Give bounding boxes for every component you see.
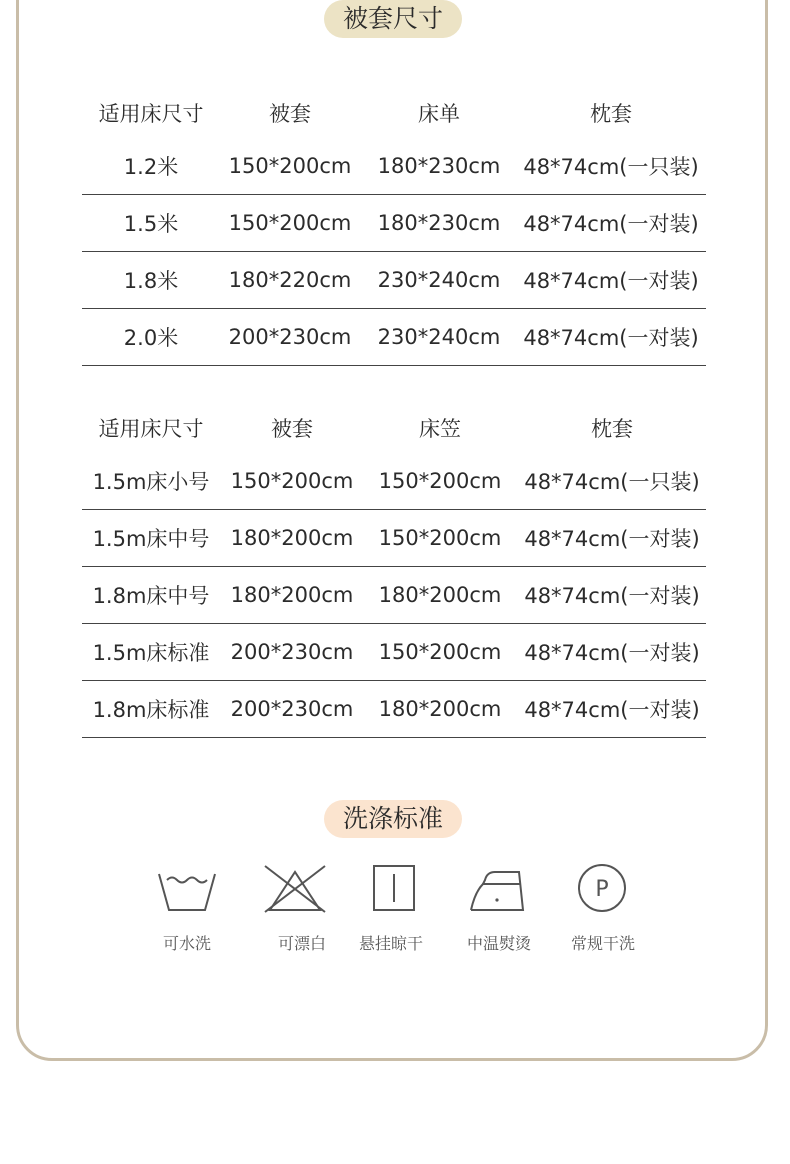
no-bleach-icon <box>245 862 345 914</box>
table-cell: 48*74cm(一对装) <box>524 584 700 608</box>
table-row <box>82 453 706 510</box>
table-row <box>82 624 706 681</box>
table-cell: 48*74cm(一对装) <box>524 527 700 551</box>
table-cell: 180*230cm <box>377 154 501 178</box>
table-cell: 1.8m床中号 <box>92 584 210 608</box>
table-cell: 180*230cm <box>377 211 501 235</box>
washable-label: 可水洗 <box>162 934 211 953</box>
table-cell: 200*230cm <box>230 697 354 721</box>
iron-medium-icon <box>447 862 547 914</box>
table-row <box>82 138 706 195</box>
table-row <box>82 252 706 309</box>
table-row <box>82 510 706 567</box>
table-cell: 150*200cm <box>378 469 502 493</box>
table-cell: 1.5m床标准 <box>92 641 210 665</box>
table-cell: 48*74cm(一对装) <box>523 269 699 293</box>
table-cell: 2.0米 <box>123 326 179 350</box>
table-cell: 48*74cm(一对装) <box>524 698 700 722</box>
size-table-2 <box>82 403 706 738</box>
table-header <box>82 403 706 453</box>
table-cell: 1.5m床小号 <box>92 470 210 494</box>
table-cell: 230*240cm <box>377 325 501 349</box>
header-cell: 枕套 <box>591 417 633 441</box>
table-cell: 180*200cm <box>230 583 354 607</box>
table-header <box>82 88 706 138</box>
table-row <box>82 567 706 624</box>
header-cell: 枕套 <box>590 102 632 126</box>
table-row <box>82 681 706 738</box>
table-cell: 150*200cm <box>228 211 352 235</box>
table-cell: 150*200cm <box>230 469 354 493</box>
header-cell: 适用床尺寸 <box>98 417 204 441</box>
table-cell: 48*74cm(一对装) <box>523 326 699 350</box>
table-cell: 230*240cm <box>377 268 501 292</box>
table-cell: 48*74cm(一只装) <box>524 470 700 494</box>
table-cell: 48*74cm(一对装) <box>524 641 700 665</box>
dry-clean-label: 常规干洗 <box>570 934 635 953</box>
table-cell: 1.5m床中号 <box>92 527 210 551</box>
table-cell: 48*74cm(一只装) <box>523 155 699 179</box>
table-cell: 180*200cm <box>230 526 354 550</box>
table-cell: 1.8m床标准 <box>92 698 210 722</box>
table-cell: 180*220cm <box>228 268 352 292</box>
header-cell: 适用床尺寸 <box>98 102 204 126</box>
header-cell: 床笠 <box>419 417 461 441</box>
wash-section-title: 洗涤标准 <box>324 800 462 838</box>
table-cell: 150*200cm <box>378 640 502 664</box>
table-cell: 200*230cm <box>230 640 354 664</box>
svg-text:P: P <box>595 877 609 902</box>
header-cell: 被套 <box>269 102 311 126</box>
washable-icon <box>137 862 237 914</box>
table-cell: 180*200cm <box>378 697 502 721</box>
table-cell: 1.5米 <box>123 212 179 236</box>
size-table-1 <box>82 88 706 366</box>
table-row <box>82 195 706 252</box>
table-cell: 1.8米 <box>123 269 179 293</box>
size-section-title: 被套尺寸 <box>324 0 462 38</box>
table-cell: 48*74cm(一对装) <box>523 212 699 236</box>
table-cell: 150*200cm <box>378 526 502 550</box>
no-bleach-label: 可漂白 <box>277 934 326 953</box>
iron-medium-label: 中温熨烫 <box>466 934 531 953</box>
dry-clean-p-icon <box>552 862 652 914</box>
header-cell: 床单 <box>418 102 460 126</box>
hang-dry-icon <box>344 862 444 914</box>
table-row <box>82 309 706 366</box>
table-cell: 200*230cm <box>228 325 352 349</box>
header-cell: 被套 <box>271 417 313 441</box>
hang-dry-label: 悬挂晾干 <box>358 934 423 953</box>
table-cell: 180*200cm <box>378 583 502 607</box>
table-cell: 150*200cm <box>228 154 352 178</box>
table-cell: 1.2米 <box>123 155 179 179</box>
